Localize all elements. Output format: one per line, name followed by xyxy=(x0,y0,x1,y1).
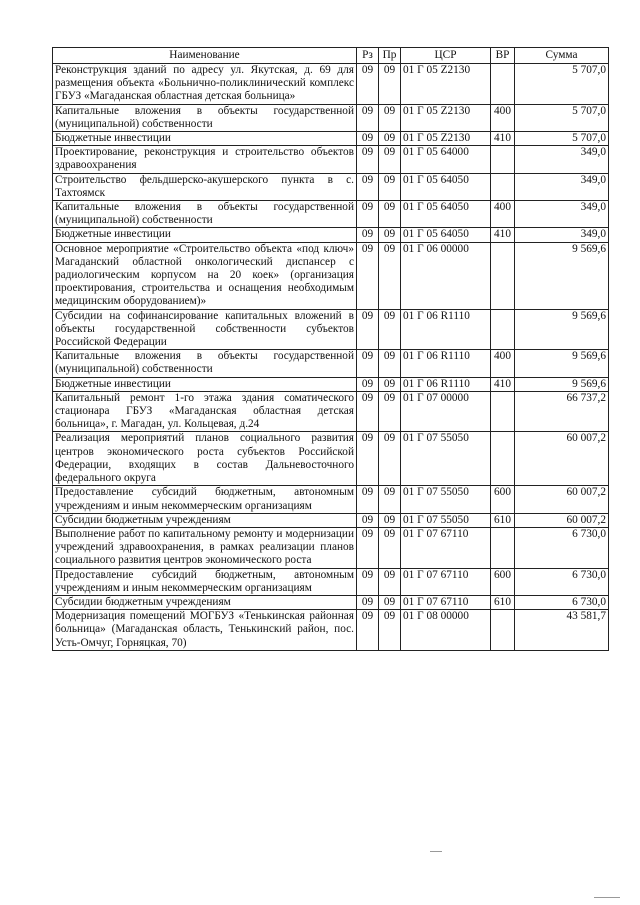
table-row xyxy=(53,527,609,568)
cell-sum: 5 707,0 xyxy=(515,104,609,131)
cell-csr: 01 Г 07 55050 xyxy=(401,486,491,513)
cell-pr: 09 xyxy=(379,595,401,609)
cell-rz: 09 xyxy=(357,568,379,595)
cell-rz: 09 xyxy=(357,64,379,105)
table-row xyxy=(53,228,609,242)
cell-sum: 9 569,6 xyxy=(515,377,609,391)
cell-vr: 400 xyxy=(491,350,515,377)
cell-rz: 09 xyxy=(357,173,379,200)
cell-rz: 09 xyxy=(357,377,379,391)
table-row xyxy=(53,201,609,228)
cell-sum: 66 737,2 xyxy=(515,391,609,432)
cell-rz: 09 xyxy=(357,104,379,131)
cell-rz: 09 xyxy=(357,595,379,609)
cell-pr: 09 xyxy=(379,228,401,242)
cell-sum: 60 007,2 xyxy=(515,432,609,486)
cell-name: Реализация мероприятий планов социального развития центров экономического роста субъектов Российской Федерации, входящих в состав Дальневосточного федерального округа xyxy=(53,432,357,486)
cell-vr: 610 xyxy=(491,513,515,527)
header-pr: Пр xyxy=(379,48,401,64)
cell-name: Выполнение работ по капитальному ремонту и модернизации учреждений здравоохранения, в рамках реализации планов социального развития центров экономического роста xyxy=(53,527,357,568)
table-row xyxy=(53,242,609,309)
cell-pr: 09 xyxy=(379,350,401,377)
cell-rz: 09 xyxy=(357,432,379,486)
cell-vr: 600 xyxy=(491,486,515,513)
cell-sum: 349,0 xyxy=(515,201,609,228)
cell-pr: 09 xyxy=(379,610,401,651)
header-vr: ВР xyxy=(491,48,515,64)
cell-pr: 09 xyxy=(379,242,401,309)
cell-vr xyxy=(491,64,515,105)
table-row xyxy=(53,309,609,350)
cell-pr: 09 xyxy=(379,432,401,486)
table-row xyxy=(53,132,609,146)
cell-rz: 09 xyxy=(357,527,379,568)
table-row xyxy=(53,391,609,432)
cell-vr xyxy=(491,309,515,350)
table-row xyxy=(53,610,609,651)
cell-vr xyxy=(491,610,515,651)
cell-csr: 01 Г 07 67110 xyxy=(401,568,491,595)
cell-csr: 01 Г 06 R1110 xyxy=(401,377,491,391)
cell-rz: 09 xyxy=(357,309,379,350)
cell-vr: 410 xyxy=(491,228,515,242)
cell-vr: 410 xyxy=(491,132,515,146)
cell-csr: 01 Г 05 Z2130 xyxy=(401,64,491,105)
cell-pr: 09 xyxy=(379,146,401,173)
cell-sum: 5 707,0 xyxy=(515,64,609,105)
cell-vr xyxy=(491,242,515,309)
cell-name: Бюджетные инвестиции xyxy=(53,132,357,146)
cell-csr: 01 Г 07 67110 xyxy=(401,595,491,609)
cell-name: Строительство фельдшерско-акушерского пункта в с. Тахтоямск xyxy=(53,173,357,200)
cell-sum: 349,0 xyxy=(515,146,609,173)
cell-csr: 01 Г 07 55050 xyxy=(401,513,491,527)
cell-csr: 01 Г 06 00000 xyxy=(401,242,491,309)
cell-name: Модернизация помещений МОГБУЗ «Тенькинская районная больница» (Магаданская область, Тенькинский район, пос. Усть-Омчуг, Горняцкая, 70) xyxy=(53,610,357,651)
cell-csr: 01 Г 07 00000 xyxy=(401,391,491,432)
cell-csr: 01 Г 05 64000 xyxy=(401,146,491,173)
cell-vr xyxy=(491,391,515,432)
cell-rz: 09 xyxy=(357,350,379,377)
cell-csr: 01 Г 07 67110 xyxy=(401,527,491,568)
cell-vr: 610 xyxy=(491,595,515,609)
cell-sum: 43 581,7 xyxy=(515,610,609,651)
cell-name: Капитальный ремонт 1-го этажа здания соматического стационара ГБУЗ «Магаданская областная детская больница», г. Магадан, ул. Кольцевая, д.24 xyxy=(53,391,357,432)
cell-rz: 09 xyxy=(357,132,379,146)
cell-vr xyxy=(491,432,515,486)
cell-rz: 09 xyxy=(357,513,379,527)
cell-rz: 09 xyxy=(357,201,379,228)
table-row xyxy=(53,377,609,391)
cell-csr: 01 Г 08 00000 xyxy=(401,610,491,651)
cell-sum: 60 007,2 xyxy=(515,513,609,527)
cell-csr: 01 Г 06 R1110 xyxy=(401,350,491,377)
cell-sum: 9 569,6 xyxy=(515,350,609,377)
cell-csr: 01 Г 06 R1110 xyxy=(401,309,491,350)
cell-sum: 6 730,0 xyxy=(515,527,609,568)
cell-sum: 349,0 xyxy=(515,228,609,242)
cell-sum: 9 569,6 xyxy=(515,309,609,350)
cell-pr: 09 xyxy=(379,173,401,200)
cell-vr: 400 xyxy=(491,104,515,131)
cell-vr: 600 xyxy=(491,568,515,595)
table-row xyxy=(53,350,609,377)
cell-name: Капитальные вложения в объекты государственной (муниципальной) собственности xyxy=(53,350,357,377)
cell-rz: 09 xyxy=(357,146,379,173)
scan-mark xyxy=(594,897,620,898)
scan-mark xyxy=(430,851,442,852)
cell-sum: 349,0 xyxy=(515,173,609,200)
cell-vr xyxy=(491,527,515,568)
table-row xyxy=(53,104,609,131)
cell-sum: 60 007,2 xyxy=(515,486,609,513)
cell-vr xyxy=(491,146,515,173)
cell-pr: 09 xyxy=(379,377,401,391)
table-row xyxy=(53,513,609,527)
cell-sum: 5 707,0 xyxy=(515,132,609,146)
table-row xyxy=(53,595,609,609)
table-row xyxy=(53,432,609,486)
cell-name: Капитальные вложения в объекты государственной (муниципальной) собственности xyxy=(53,104,357,131)
cell-pr: 09 xyxy=(379,568,401,595)
cell-csr: 01 Г 05 64050 xyxy=(401,201,491,228)
cell-rz: 09 xyxy=(357,242,379,309)
cell-rz: 09 xyxy=(357,486,379,513)
header-rz: Рз xyxy=(357,48,379,64)
cell-name: Субсидии на софинансирование капитальных вложений в объекты государственной собственности субъектов Российской Федерации xyxy=(53,309,357,350)
cell-name: Проектирование, реконструкция и строительство объектов здравоохранения xyxy=(53,146,357,173)
cell-pr: 09 xyxy=(379,527,401,568)
cell-name: Основное мероприятие «Строительство объекта «под ключ» Магаданский областной онкологический диспансер с радиологическим корпусом на 20 коек» (организация проектирования, строительства и оснащения необходимым медицинским оборудованием)» xyxy=(53,242,357,309)
cell-pr: 09 xyxy=(379,201,401,228)
cell-vr: 410 xyxy=(491,377,515,391)
cell-pr: 09 xyxy=(379,132,401,146)
cell-csr: 01 Г 05 64050 xyxy=(401,228,491,242)
header-name: Наименование xyxy=(53,48,357,64)
cell-csr: 01 Г 05 Z2130 xyxy=(401,104,491,131)
cell-sum: 6 730,0 xyxy=(515,595,609,609)
cell-name: Предоставление субсидий бюджетным, автономным учреждениям и иным некоммерческим организациям xyxy=(53,486,357,513)
cell-name: Реконструкция зданий по адресу ул. Якутская, д. 69 для размещения объекта «Больнично-поликлинический комплекс ГБУЗ «Магаданская областная детская больница» xyxy=(53,64,357,105)
cell-pr: 09 xyxy=(379,309,401,350)
table-row xyxy=(53,64,609,105)
cell-csr: 01 Г 07 55050 xyxy=(401,432,491,486)
cell-rz: 09 xyxy=(357,610,379,651)
table-header-row xyxy=(53,48,609,64)
table-row xyxy=(53,173,609,200)
cell-pr: 09 xyxy=(379,513,401,527)
cell-pr: 09 xyxy=(379,104,401,131)
cell-csr: 01 Г 05 64050 xyxy=(401,173,491,200)
header-csr: ЦСР xyxy=(401,48,491,64)
cell-pr: 09 xyxy=(379,64,401,105)
cell-sum: 9 569,6 xyxy=(515,242,609,309)
cell-csr: 01 Г 05 Z2130 xyxy=(401,132,491,146)
cell-vr: 400 xyxy=(491,201,515,228)
cell-name: Предоставление субсидий бюджетным, автономным учреждениям и иным некоммерческим организациям xyxy=(53,568,357,595)
cell-name: Бюджетные инвестиции xyxy=(53,377,357,391)
cell-name: Бюджетные инвестиции xyxy=(53,228,357,242)
cell-name: Капитальные вложения в объекты государственной (муниципальной) собственности xyxy=(53,201,357,228)
table-row xyxy=(53,486,609,513)
cell-vr xyxy=(491,173,515,200)
budget-table xyxy=(52,47,609,651)
cell-rz: 09 xyxy=(357,391,379,432)
cell-pr: 09 xyxy=(379,486,401,513)
cell-rz: 09 xyxy=(357,228,379,242)
table-row xyxy=(53,146,609,173)
cell-name: Субсидии бюджетным учреждениям xyxy=(53,513,357,527)
table-row xyxy=(53,568,609,595)
header-sum: Сумма xyxy=(515,48,609,64)
table-body xyxy=(53,64,609,651)
cell-name: Субсидии бюджетным учреждениям xyxy=(53,595,357,609)
cell-sum: 6 730,0 xyxy=(515,568,609,595)
cell-pr: 09 xyxy=(379,391,401,432)
